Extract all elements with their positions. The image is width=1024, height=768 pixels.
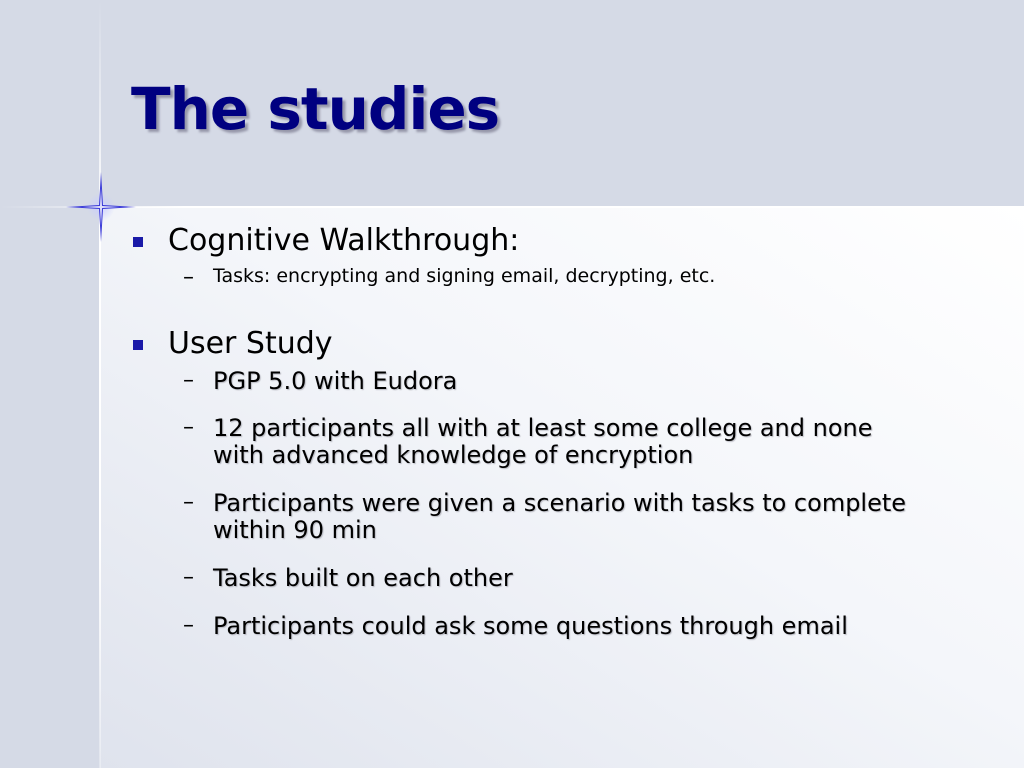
sub-list-item-text-continued: within 90 min: [213, 516, 377, 544]
slide-title: The studies: [131, 75, 500, 143]
dash-bullet: –: [183, 613, 194, 638]
list-item-text: User Study: [168, 326, 333, 361]
sub-list-item-text: Tasks: encrypting and signing email, decrypting, etc.: [213, 265, 716, 287]
sub-list-item-text: 12 participants all with at least some college and none: [213, 414, 873, 442]
sparkle-star-icon: [60, 166, 142, 248]
sub-list-item-text: Participants were given a scenario with tasks to complete: [213, 489, 907, 517]
dash-bullet: –: [183, 368, 194, 393]
sub-list-item-text-continued: with advanced knowledge of encryption: [213, 441, 694, 469]
horizontal-divider-line: [0, 206, 1024, 208]
left-band: [0, 207, 100, 768]
dash-bullet: –: [183, 265, 194, 290]
sub-list-item-text: PGP 5.0 with Eudora: [213, 367, 458, 395]
sub-list-item-text: Tasks built on each other: [213, 564, 513, 592]
list-item-text: Cognitive Walkthrough:: [168, 223, 520, 258]
dash-bullet: –: [183, 415, 194, 440]
content-panel: [100, 207, 1024, 768]
sub-list-item-text: Participants could ask some questions through email: [213, 612, 848, 640]
dash-bullet: –: [183, 565, 194, 590]
square-bullet-icon: [133, 340, 143, 350]
square-bullet-icon: [133, 237, 143, 247]
dash-bullet: –: [183, 490, 194, 515]
vertical-divider-line: [99, 0, 101, 768]
